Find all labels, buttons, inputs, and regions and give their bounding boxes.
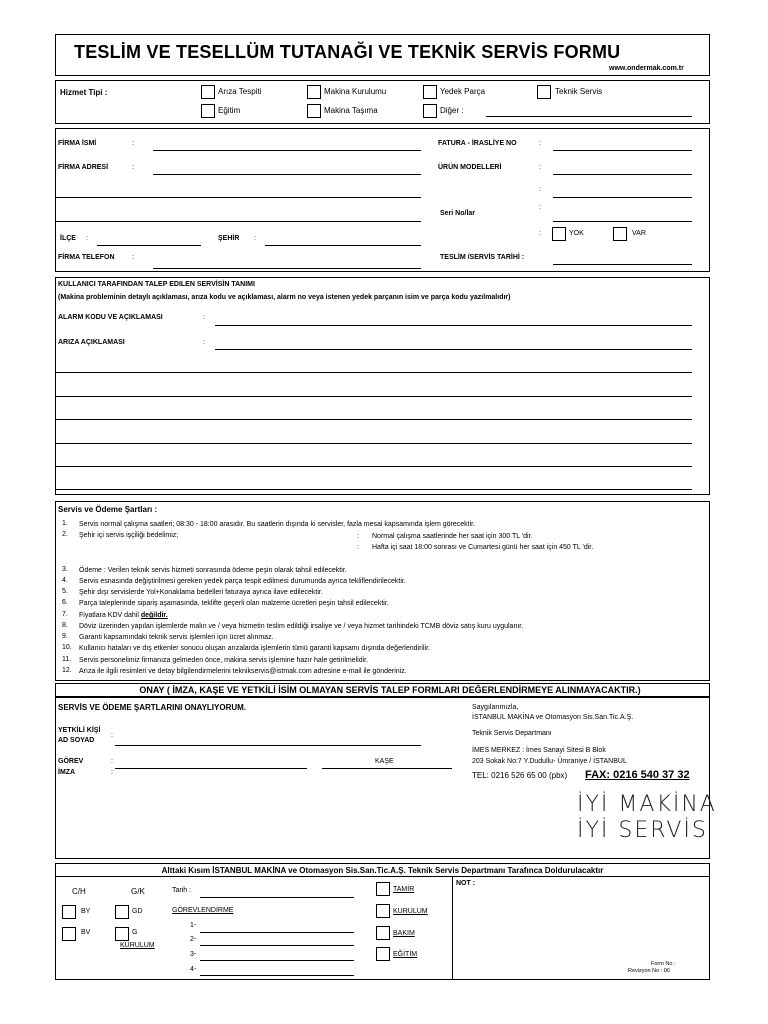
colon: : bbox=[539, 164, 541, 171]
stamp-line[interactable] bbox=[322, 768, 452, 769]
checkbox-egitim[interactable] bbox=[201, 104, 215, 118]
option-ariza-tespiti: Arıza Tespiti bbox=[218, 87, 262, 96]
revision-no-text: Revizyon No : 06 bbox=[628, 968, 670, 974]
colon: : bbox=[132, 164, 134, 171]
term-text: Servis personelimiz firmanıza gelmeden önce, makina servis işlemine hazır hale getirilmelidir. bbox=[79, 657, 369, 664]
term-text: Garanti kapsamındaki teknik servis işlemleri için ücret alınmaz. bbox=[79, 634, 274, 641]
assignment-line[interactable] bbox=[200, 975, 354, 976]
fault-line[interactable] bbox=[55, 443, 692, 444]
note-area[interactable] bbox=[470, 890, 700, 960]
logo-line-2: İYİ SERVİS bbox=[577, 818, 708, 843]
option-makina-kurulumu: Makina Kurulumu bbox=[324, 87, 387, 96]
checkbox-var[interactable] bbox=[613, 227, 627, 241]
term-number: 7. bbox=[62, 611, 68, 618]
term-number: 11. bbox=[62, 656, 72, 663]
tel-text: TEL: 0216 526 65 00 (pbx) bbox=[472, 771, 568, 780]
checkbox-teknik-servis[interactable] bbox=[537, 85, 551, 99]
city-line[interactable] bbox=[265, 245, 421, 246]
checkbox-yok[interactable] bbox=[552, 227, 566, 241]
ch-label: C/H bbox=[72, 887, 86, 896]
regards-text: Saygılarımızla, bbox=[472, 704, 519, 711]
colon: : bbox=[203, 339, 205, 346]
fault-line[interactable] bbox=[55, 466, 692, 467]
term-number: 10. bbox=[62, 644, 72, 651]
option-yedek-parca: Yedek Parça bbox=[440, 87, 486, 96]
term-text: Ödeme : Verilen teknik servis hizmeti sonrasında ödeme peşin olarak tahsil edilecektir. bbox=[79, 567, 347, 574]
assignment-line[interactable] bbox=[200, 932, 354, 933]
invoice-line[interactable] bbox=[553, 150, 692, 151]
option-teknik-servis: Teknik Servis bbox=[555, 87, 603, 96]
term-text: Kullanıcı hataları ve dış etkenler sonucu oluşan arızalarda işlemlerin tümü garanti kapsamı dışında değerlendirilir. bbox=[79, 645, 430, 652]
role-label: GÖREV bbox=[58, 758, 84, 765]
assignment-number: 4- bbox=[190, 966, 197, 973]
internal-heading: Alttaki Kısım İSTANBUL MAKİNA ve Otomasyon Sis.San.Tic.A.Ş. Teknik Servis Departmanı Tarafınca Doldurulacaktır bbox=[161, 866, 604, 875]
invoice-label: FATURA - İRASLİYE NO bbox=[438, 140, 517, 147]
gk-label: G/K bbox=[131, 887, 145, 896]
request-note: (Makina probleminin detaylı açıklaması, arıza kodu ve açıklaması, alarm no veya istenen yedek parçanın isim ve parça kodu yazılmalıdır) bbox=[58, 294, 511, 301]
option-egitim: Eğitim bbox=[218, 106, 241, 115]
colon: : bbox=[111, 758, 113, 765]
checkbox-gd[interactable] bbox=[115, 905, 129, 919]
by-label: BY bbox=[81, 908, 91, 915]
rate-normal: Normal çalışma saatlerinde her saat için 300 TL 'dir. bbox=[372, 533, 533, 540]
fault-label: ARIZA AÇIKLAMASI bbox=[58, 339, 125, 346]
website-text: www.ondermak.com.tr bbox=[609, 65, 684, 72]
models-line-2[interactable] bbox=[553, 197, 692, 198]
terms-heading: Servis ve Ödeme Şartları : bbox=[58, 505, 158, 514]
checkbox-makina-kurulumu[interactable] bbox=[307, 85, 321, 99]
signature-label: İMZA bbox=[58, 769, 76, 776]
delivery-date-line[interactable] bbox=[553, 264, 692, 265]
term-number: 2. bbox=[62, 531, 68, 538]
term-number: 5. bbox=[62, 588, 68, 595]
company-address-label: FİRMA ADRESİ bbox=[58, 164, 109, 171]
colon: : bbox=[357, 544, 359, 551]
tamir-label: TAMİR bbox=[393, 886, 415, 893]
term-number: 4. bbox=[62, 577, 68, 584]
serial-line[interactable] bbox=[553, 221, 692, 222]
fault-line[interactable] bbox=[215, 349, 692, 350]
company-address-line-1[interactable] bbox=[153, 174, 421, 175]
term-vat bbox=[79, 612, 168, 619]
term-number: 1. bbox=[62, 520, 68, 527]
term-text: Şehir içi servis işçiliği bedelimiz; bbox=[79, 532, 179, 539]
authorized-name-line[interactable] bbox=[115, 745, 421, 746]
alarm-line[interactable] bbox=[215, 325, 692, 326]
checkbox-by[interactable] bbox=[62, 905, 76, 919]
colon: : bbox=[539, 140, 541, 147]
phone-line[interactable] bbox=[153, 268, 421, 269]
department-text: Teknik Servis Departmanı bbox=[472, 730, 552, 737]
city-label: ŞEHİR bbox=[218, 235, 240, 242]
checkbox-makina-tasima[interactable] bbox=[307, 104, 321, 118]
role-line[interactable] bbox=[115, 768, 307, 769]
colon: : bbox=[357, 533, 359, 540]
request-box bbox=[55, 277, 710, 495]
assignment-line[interactable] bbox=[200, 960, 354, 961]
gd-label: GD bbox=[132, 908, 143, 915]
fault-line[interactable] bbox=[55, 372, 692, 373]
term-number: 12. bbox=[62, 667, 72, 674]
checkbox-bakim[interactable] bbox=[376, 926, 390, 940]
fault-line[interactable] bbox=[55, 396, 692, 397]
checkbox-bv[interactable] bbox=[62, 927, 76, 941]
company-name-line[interactable] bbox=[153, 150, 421, 151]
kurulum-label: KURULUM bbox=[393, 908, 428, 915]
rate-overtime: Hafta içi saat 18:00 sonrası ve Cumartesi günü her saat için 450 TL 'dir. bbox=[372, 544, 594, 551]
colon: : bbox=[254, 235, 256, 242]
approval-statement: SERVİS VE ÖDEME ŞARTLARINI ONAYLIYORUM. bbox=[58, 703, 247, 712]
colon: : bbox=[86, 235, 88, 242]
term-number: 3. bbox=[62, 566, 68, 573]
term-number: 8. bbox=[62, 622, 68, 629]
address-line-1: İMES MERKEZ : İmes Sanayi Sitesi B Blok bbox=[472, 747, 606, 754]
checkbox-diger[interactable] bbox=[423, 104, 437, 118]
bakim-label: BAKIM bbox=[393, 930, 415, 937]
form-title: TESLİM VE TESELLÜM TUTANAĞI VE TEKNİK SERVİS FORMU bbox=[74, 42, 621, 62]
yok-label: YOK bbox=[569, 230, 584, 237]
colon: : bbox=[111, 769, 113, 776]
company-name-text: İSTANBUL MAKİNA ve Otomasyon Sis.San.Tic.A.Ş. bbox=[472, 714, 634, 721]
term-text: Şehir dışı servislerde Yol+Konaklama bedelleri faturaya ayrıca ilave edilecektir. bbox=[79, 589, 323, 596]
internal-divider-vertical bbox=[452, 876, 453, 980]
checkbox-yedek-parca[interactable] bbox=[423, 85, 437, 99]
stamp-label: KAŞE bbox=[375, 758, 394, 765]
district-line[interactable] bbox=[97, 245, 201, 246]
colon: : bbox=[132, 254, 134, 261]
option-makina-tasima: Makina Taşıma bbox=[324, 106, 378, 115]
term-text: Döviz üzerinden yapılan işlemlerde malın ve / veya hizmetin teslim edildiği irsaliye ve / veya hizmet tarihindeki TCMB döviz satış kuru uygulanır. bbox=[79, 623, 524, 630]
checkbox-egitim-internal[interactable] bbox=[376, 947, 390, 961]
bv-label: BV bbox=[81, 929, 91, 936]
fault-line[interactable] bbox=[55, 419, 692, 420]
request-heading: KULLANICI TARAFINDAN TALEP EDILEN SERVİSİN TANIMI bbox=[58, 281, 255, 288]
date-label: Tarih : bbox=[172, 887, 192, 894]
kurulum-small-label: KURULUM bbox=[120, 942, 155, 949]
term-text: Fiyatlara KDV dahil bbox=[79, 612, 141, 619]
models-line-1[interactable] bbox=[553, 174, 692, 175]
approval-heading: ONAY ( İMZA, KAŞE VE YETKİLİ İSİM OLMAYAN SERVİS TALEP FORMLARI DEĞERLENDİRMEYE ALINMAYACAKTIR.) bbox=[139, 685, 641, 695]
internal-header-divider bbox=[55, 876, 710, 877]
note-label: NOT : bbox=[456, 880, 476, 887]
checkbox-ariza-tespiti[interactable] bbox=[201, 85, 215, 99]
phone-label: FİRMA TELEFON bbox=[58, 254, 115, 261]
checkbox-tamir[interactable] bbox=[376, 882, 390, 896]
form-no-text: Form No : bbox=[651, 961, 676, 967]
fax-text: FAX: 0216 540 37 32 bbox=[585, 769, 690, 781]
colon: : bbox=[203, 314, 205, 321]
date-line[interactable] bbox=[200, 897, 354, 898]
assignment-number: 3- bbox=[190, 951, 197, 958]
term-text: Arıza ile ilgili resimleri ve detay bilgilendirmelerini teknikservis@istmak.com adresine e-mail ile gönderiniz. bbox=[79, 668, 407, 675]
term-number: 9. bbox=[62, 633, 68, 640]
colon: : bbox=[539, 204, 541, 211]
address-line-2: 203 Sokak No:7 Y.Dudullu- Ümraniye / İSTANBUL bbox=[472, 758, 627, 765]
colon: : bbox=[132, 140, 134, 147]
fault-line[interactable] bbox=[55, 489, 692, 490]
egitim-label: EĞİTİM bbox=[393, 951, 418, 958]
vat-emphasis: değildir. bbox=[140, 612, 168, 619]
term-text: Parça taleplerinde sipariş aşamasında, teklifte geçerli olan malzeme ücretleri peşin tahsil edilecektir. bbox=[79, 600, 389, 607]
term-text: Servis esnasında değiştirilmesi gereken yedek parça tespit edilmesi durumunda ayrıca tekliflendirilecektir. bbox=[79, 578, 406, 585]
models-label: ÜRÜN MODELLERİ bbox=[438, 164, 502, 171]
service-type-label: Hizmet Tipi : bbox=[60, 88, 108, 97]
var-label: VAR bbox=[632, 230, 646, 237]
assignment-line[interactable] bbox=[200, 945, 354, 946]
company-address-line-2[interactable] bbox=[55, 197, 421, 198]
colon: : bbox=[539, 186, 541, 193]
checkbox-kurulum[interactable] bbox=[376, 904, 390, 918]
company-name-label: FİRMA İSMİ bbox=[58, 140, 97, 147]
assignment-number: 1- bbox=[190, 922, 197, 929]
alarm-label: ALARM KODU VE AÇIKLAMASI bbox=[58, 314, 163, 321]
assignment-number: 2- bbox=[190, 936, 197, 943]
colon: : bbox=[539, 230, 541, 237]
option-diger: Diğer : bbox=[440, 106, 464, 115]
assignment-label: GÖREVLENDİRME bbox=[172, 907, 234, 914]
logo-line-1: İYİ MAKİNA bbox=[577, 792, 717, 817]
checkbox-g-kurulum[interactable] bbox=[115, 927, 129, 941]
authorized-label-1: YETKİLİ KİŞİ bbox=[58, 727, 101, 734]
authorized-label-2: AD SOYAD bbox=[58, 737, 95, 744]
district-label: İLÇE bbox=[60, 235, 76, 242]
company-address-line-3[interactable] bbox=[55, 221, 421, 222]
term-text: Servis normal çalışma saatleri; 08:30 - 18:00 arasıdır. Bu saatlerin dışında ki servisler, fazla mesai kapsamında işlem görecektir. bbox=[79, 521, 476, 528]
delivery-date-label: TESLİM /SERVİS TARİHİ : bbox=[440, 254, 525, 261]
diger-input-line[interactable] bbox=[486, 116, 692, 117]
g-label: G bbox=[132, 929, 138, 936]
term-number: 6. bbox=[62, 599, 68, 606]
serial-label: Seri No/lar bbox=[440, 210, 476, 217]
colon: : bbox=[111, 732, 113, 739]
